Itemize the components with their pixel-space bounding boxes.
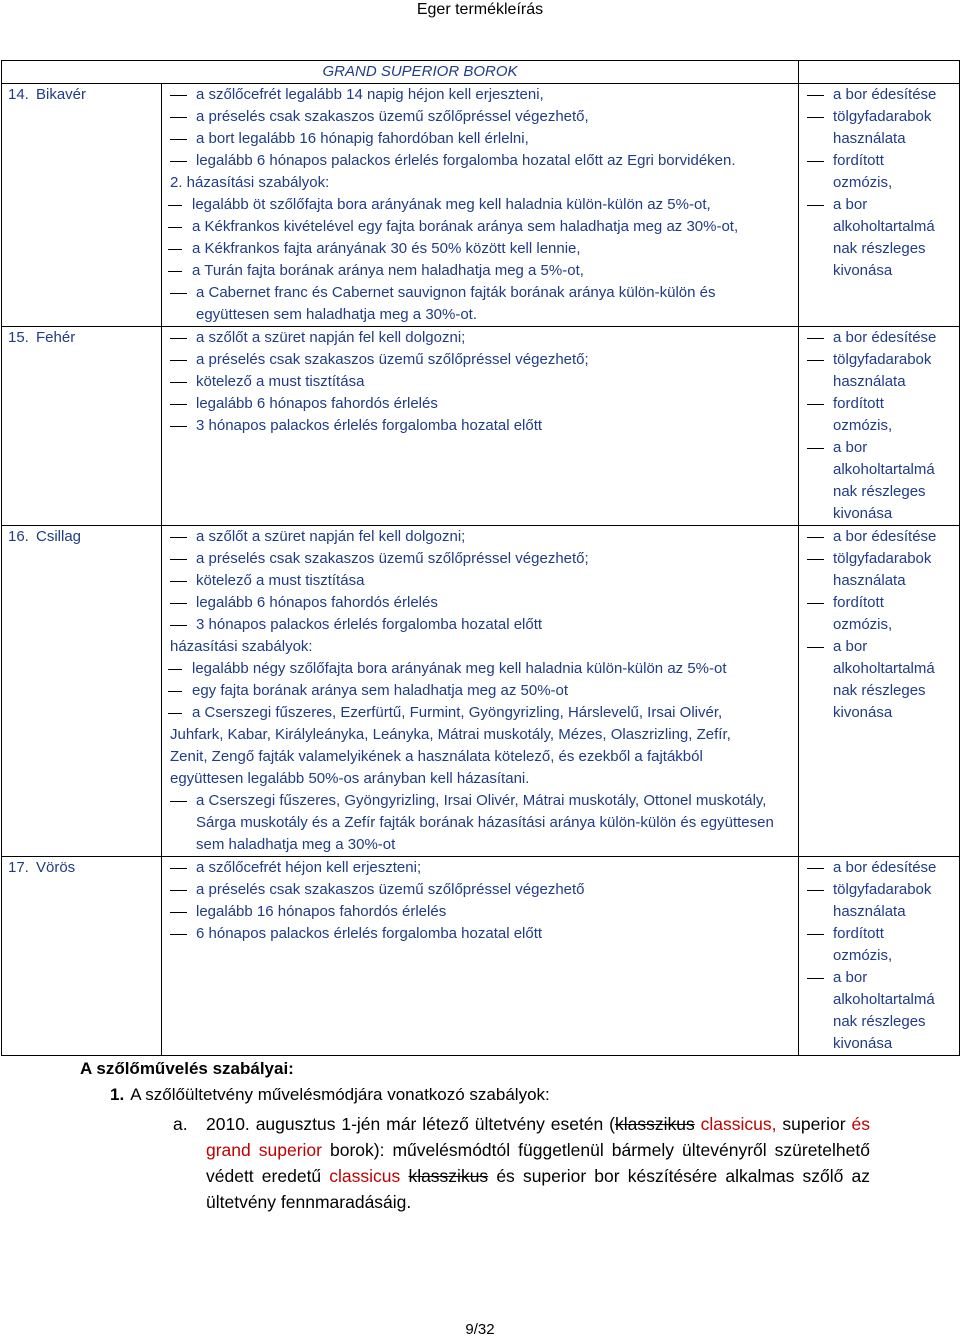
rule-item: 3 hónapos palackos érlelés forgalomba hozatal előtt (166, 415, 792, 437)
rules-cell (162, 84, 799, 327)
prohibited-cell (799, 857, 960, 1056)
rule-item: a szőlőt a szüret napján fel kell dolgozni; (166, 327, 792, 349)
wine-name: Vörös (36, 859, 76, 876)
prohibited-item: fordított (805, 592, 955, 614)
rule-item: 6 hónapos palackos érlelés forgalomba hozatal előtt (166, 923, 792, 945)
prohibited-item-cont: alkoholtartalmá nak részleges kivonása (833, 461, 935, 522)
text-run: superior (776, 1114, 852, 1134)
rule-item: kötelező a must tisztítása (166, 371, 792, 393)
text-run: borok): művelésmódtól függetlenül bármely ültevényről szüretelhető védett eredetű (206, 1140, 870, 1186)
prohibited-item: a bor (805, 636, 955, 658)
blend-rule-item: legalább négy szőlőfajta bora arányának meg kell haladnia külön-külön az 5%-ot (166, 658, 792, 680)
rule-item: a préselés csak szakaszos üzemű szőlőpréssel végezhető (166, 879, 792, 901)
page-header: Eger termékleírás (416, 1, 544, 18)
prohibited-item: tölgyfadarabok (805, 349, 955, 371)
prohibited-item: a bor (805, 967, 955, 989)
prohibited-item: tölgyfadarabok (805, 548, 955, 570)
prohibited-item-cont: ozmózis, (833, 947, 893, 964)
prohibited-cell (799, 526, 960, 857)
prohibited-item: a bor édesítése (805, 327, 955, 349)
item-number: 1. (110, 1085, 125, 1104)
page-number: 9/32 (465, 1321, 495, 1338)
table-row (2, 84, 960, 327)
prohibited-item: tölgyfadarabok (805, 879, 955, 901)
grand-superior-header-row (2, 61, 960, 84)
blend-rule-item: a Turán fajta borának aránya nem haladhatja meg a 5%-ot, (166, 260, 792, 282)
prohibited-item: tölgyfadarabok (805, 106, 955, 128)
text-run: 2010. augusztus 1-jén már létező ültetvény esetén ( (206, 1114, 615, 1134)
blend-rule-item: a Cabernet franc és Cabernet sauvignon fajták borának aránya külön-külön és együttesen sem haladhatja meg a 30%-ot. (166, 282, 792, 326)
sub-item-a (173, 1111, 870, 1215)
rules-cell (162, 327, 799, 526)
prohibited-item: a bor édesítése (805, 857, 955, 879)
rules-cell (162, 857, 799, 1056)
section-title: A szőlőművelés szabályai: (80, 1059, 294, 1078)
blend-rule-item: egy fajta borának aránya sem haladhatja meg az 50%-ot (166, 680, 792, 702)
prohibited-item-cont: alkoholtartalmá nak részleges kivonása (833, 218, 935, 279)
prohibited-item-cont: ozmózis, (833, 174, 893, 191)
inserted-text: classicus, (694, 1114, 777, 1134)
row-number: 16. (8, 528, 29, 545)
blend-heading: házasítási szabályok: (170, 638, 313, 655)
sub-item-label: a. (173, 1114, 188, 1134)
row-number: 17. (8, 859, 29, 876)
row-number: 14. (8, 86, 29, 103)
rule-item: legalább 6 hónapos fahordós érlelés (166, 393, 792, 415)
prohibited-cell (799, 84, 960, 327)
inserted-text: classicus (329, 1166, 401, 1186)
item-text: A szőlőültetvény művelésmódjára vonatkozó szabályok: (130, 1085, 550, 1104)
blend-rule-item: a Kékfrankos kivételével egy fajta borának aránya sem haladhatja meg az 30%-ot, (166, 216, 792, 238)
blend-heading: 2. házasítási szabályok: (170, 174, 330, 191)
rules-cell (162, 526, 799, 857)
wine-name-cell (2, 857, 162, 1056)
blend-rule-item: a Cserszegi fűszeres, Ezerfürtű, Furmint, Gyöngyrizling, Hárslevelű, Irsai Olivér, (166, 702, 792, 724)
text-run: és superior bor készítésére alkalmas szőlő az ültetvény fennmaradásáig. (206, 1166, 870, 1212)
prohibited-item: fordított (805, 393, 955, 415)
rule-item: legalább 6 hónapos palackos érlelés forgalomba hozatal előtt az Egri borvidéken. (166, 150, 792, 172)
table-row (2, 526, 960, 857)
wine-name: Bikavér (36, 86, 87, 103)
rule-item: kötelező a must tisztítása (166, 570, 792, 592)
rule-item: a préselés csak szakaszos üzemű szőlőpréssel végezhető, (166, 106, 792, 128)
prohibited-item: a bor (805, 437, 955, 459)
prohibited-item-cont: alkoholtartalmá nak részleges kivonása (833, 660, 935, 721)
table-row (2, 327, 960, 526)
prohibited-item-cont: használata (833, 572, 906, 589)
struck-text: klasszikus (615, 1114, 695, 1134)
rule-item: a bort legalább 16 hónapig fahordóban kell érlelni, (166, 128, 792, 150)
wine-name-cell (2, 526, 162, 857)
blend-rule-item: a Cserszegi fűszeres, Gyöngyrizling, Irsai Olivér, Mátrai muskotály, Ottonel muskotály, Sárga muskotály és a Zefír fajták borának házasítási aránya külön-külön és együttesen sem haladhatja meg a 30%-ot (166, 790, 792, 856)
wine-name: Fehér (36, 329, 76, 346)
row-number: 15. (8, 329, 29, 346)
rule-item: a szőlőcefrét legalább 14 napig héjon kell erjeszteni, (166, 84, 792, 106)
prohibited-item-cont: használata (833, 903, 906, 920)
blend-rule-item: a Kékfrankos fajta arányának 30 és 50% között kell lennie, (166, 238, 792, 260)
wine-category-table (1, 60, 960, 1056)
sub-item-text (206, 1111, 870, 1215)
rule-item: a préselés csak szakaszos üzemű szőlőpréssel végezhető; (166, 548, 792, 570)
prohibited-item: fordított (805, 150, 955, 172)
prohibited-item: a bor édesítése (805, 526, 955, 548)
wine-name: Csillag (36, 528, 82, 545)
prohibited-cell (799, 327, 960, 526)
grand-superior-label: GRAND SUPERIOR BOROK (2, 61, 799, 84)
prohibited-item: a bor édesítése (805, 84, 955, 106)
prohibited-item-cont: használata (833, 373, 906, 390)
rule-item: a szőlőcefrét héjon kell erjeszteni; (166, 857, 792, 879)
rule-item: 3 hónapos palackos érlelés forgalomba hozatal előtt (166, 614, 792, 636)
blend-rule-continuation: Juhfark, Kabar, Királyleányka, Leányka, Mátrai muskotály, Mézes, Olaszrizling, Zefír, Zenit, Zengő fajták valamelyikének a használata kötelező, és ezekből a fajtákból együttesen legalább 50%-os arányban kell házasítani. (170, 726, 731, 787)
prohibited-item-cont: ozmózis, (833, 417, 893, 434)
rule-item: legalább 16 hónapos fahordós érlelés (166, 901, 792, 923)
wine-name-cell (2, 84, 162, 327)
wine-name-cell (2, 327, 162, 526)
prohibited-item-cont: ozmózis, (833, 616, 893, 633)
rule-item: a préselés csak szakaszos üzemű szőlőpréssel végezhető; (166, 349, 792, 371)
numbered-item (110, 1085, 550, 1105)
prohibited-item: a bor (805, 194, 955, 216)
prohibited-item-cont: alkoholtartalmá nak részleges kivonása (833, 991, 935, 1052)
rule-item: legalább 6 hónapos fahordós érlelés (166, 592, 792, 614)
blend-rule-item: legalább öt szőlőfajta bora arányának meg kell haladnia külön-külön az 5%-ot, (166, 194, 792, 216)
prohibited-item: fordított (805, 923, 955, 945)
prohibited-item-cont: használata (833, 130, 906, 147)
table-row (2, 857, 960, 1056)
inserted-text: és grand superior (206, 1114, 870, 1160)
struck-text: klasszikus (408, 1166, 489, 1186)
rule-item: a szőlőt a szüret napján fel kell dolgozni; (166, 526, 792, 548)
